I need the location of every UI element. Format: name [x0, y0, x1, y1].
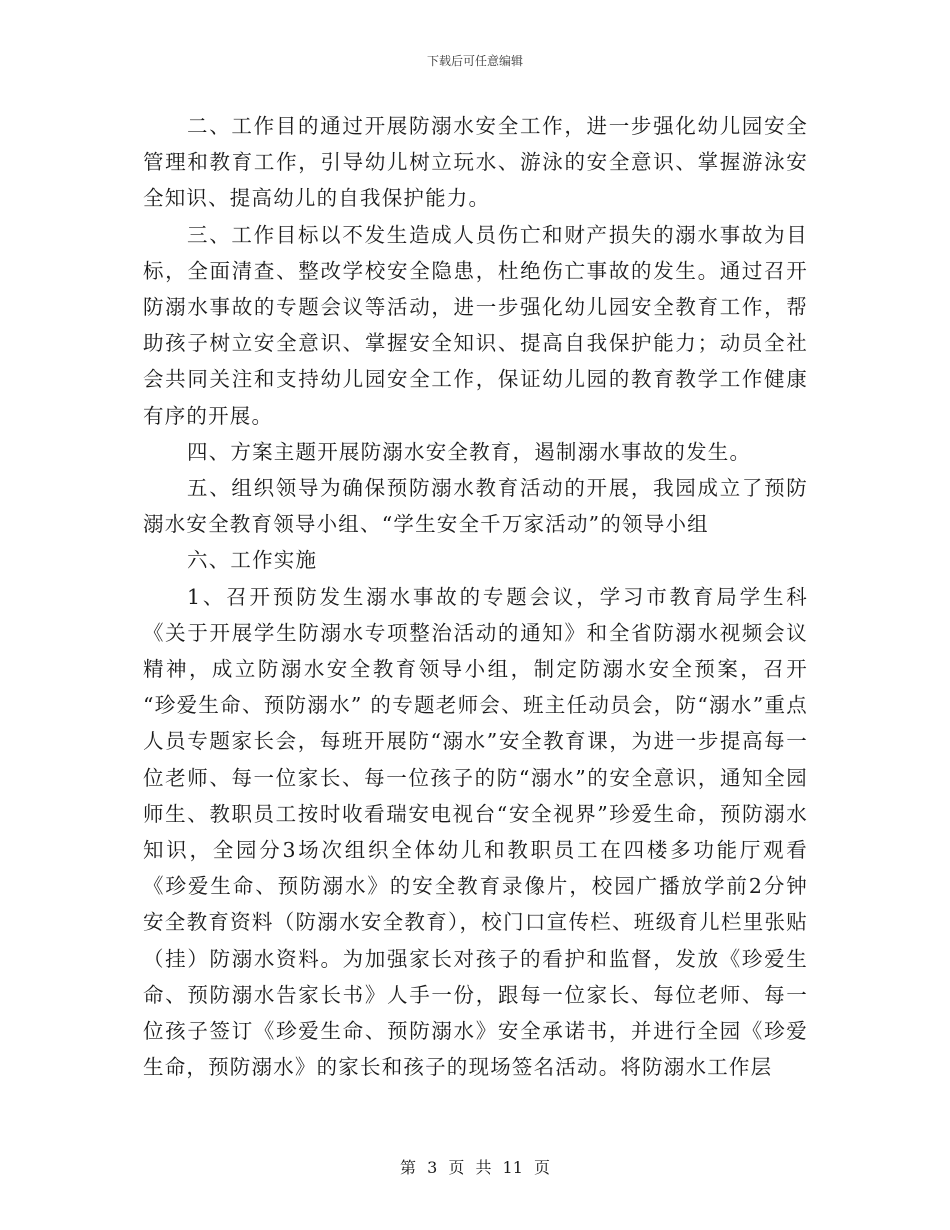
paragraph-organization-leadership: 五、组织领导为确保预防溺水教育活动的开展，我园成立了预防溺水安全教育领导小组、“学生安全千万家活动”的领导小组	[143, 476, 808, 537]
page-footer: 第 3 页 共 11 页	[400, 1158, 550, 1177]
paragraph-work-goal: 三、工作目标以不发生造成人员伤亡和财产损失的溺水事故为目标，全面清查、整改学校安全隐患，杜绝伤亡事故的发生。通过召开防溺水事故的专题会议等活动，进一步强化幼儿园安全教育工作，帮助孩子树立安全意识、掌握安全知识、提高自我保护能力；动员全社会共同关注和支持幼儿园安全工作，保证幼儿园的教育教学工作健康有序的开展。	[143, 222, 808, 428]
paragraph-plan-theme: 四、方案主题开展防溺水安全教育，遏制溺水事故的发生。	[187, 439, 752, 464]
paragraph-implementation-item-1: 1、召开预防发生溺水事故的专题会议，学习市教育局学生科《关于开展学生防溺水专项整治活动的通知》和全省防溺水视频会议精神，成立防溺水安全教育领导小组，制定防溺水安全预案，召开 “珍爱生命、预防溺水” 的专题老师会、班主任动员会，防“溺水”重点人员专题家长会，每班开展防“溺水”安全教育课，为进一步提高每一位老师、每一位家长、每一位孩子的防“溺水”的安全意识，通知全园师生、教职员工按时收看瑞安电视台“安全视界”珍爱生命，预防溺水知识，全园分3场次组织全体幼儿和教职员工在四楼多功能厅观看《珍爱生命、预防溺水》的安全教育录像片，校园广播放学前2分钟安全教育资料（防溺水安全教育），校门口宣传栏、班级育儿栏里张贴（挂）防溺水资料。为加强家长对孩子的看护和监督，发放《珍爱生命、预防溺水告家长书》人手一份，跟每一位家长、每位老师、每一位孩子签订《珍爱生命、预防溺水》安全承诺书，并进行全园《珍爱生命，预防溺水》的家长和孩子的现场签名活动。将防溺水工作层	[143, 584, 808, 1080]
page-header: 下载后可任意编辑	[426, 54, 523, 68]
document-body	[143, 108, 808, 1085]
paragraph-work-purpose: 二、工作目的通过开展防溺水安全工作，进一步强化幼儿园安全管理和教育工作，引导幼儿树立玩水、游泳的安全意识、掌握游泳安全知识、提高幼儿的自我保护能力。	[143, 114, 808, 211]
paragraph-work-implementation-heading: 六、工作实施	[187, 548, 318, 573]
